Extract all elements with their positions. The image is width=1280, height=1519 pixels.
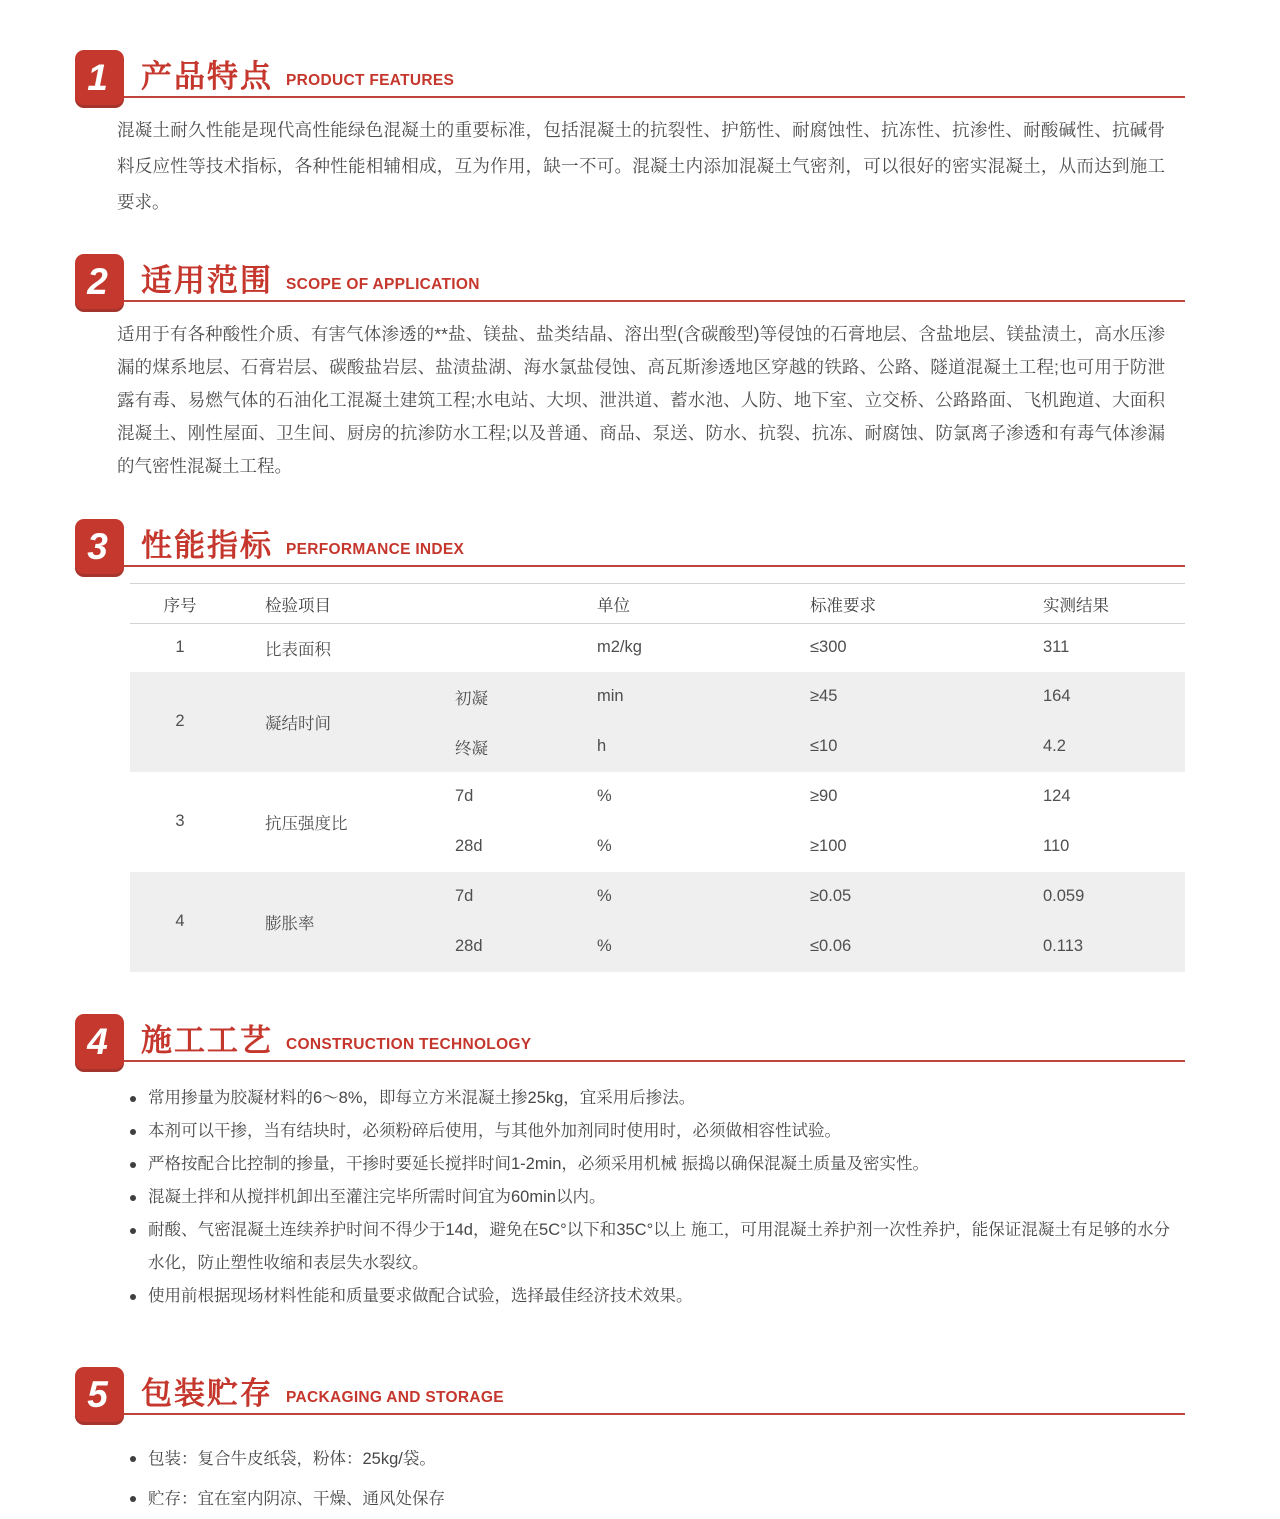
table-cell-item: 凝结时间 [230,672,440,772]
section-4-number-badge [75,1014,124,1069]
table-cell-result: 0.059 [1030,872,1185,922]
table-cell-standard: ≥0.05 [790,872,1030,922]
table-cell-standard: ≥45 [790,672,1030,722]
table-cell-result: 164 [1030,672,1185,722]
section-2-title-en: SCOPE OF APPLICATION [286,276,480,293]
section-product-features [75,48,1185,220]
table-cell-result: 311 [1043,638,1070,657]
table-cell-no: 4 [130,872,230,972]
section-construction-technology [75,1012,1185,1313]
bullet-icon [130,1096,136,1102]
table-cell-result: 4.2 [1030,722,1185,772]
section-3-number: 3 [87,526,108,567]
section-2-header [75,252,1185,302]
list-item [130,1148,1170,1181]
table-cell-result: 0.113 [1030,922,1185,972]
section-5-number-badge [75,1367,124,1422]
construction-bullet-list [75,1082,1185,1313]
list-item [130,1214,1170,1280]
list-item [130,1479,1170,1519]
table-cell-item: 膨胀率 [230,872,440,972]
table-cell-sub: 初凝 [440,672,580,722]
list-item [130,1115,1170,1148]
bullet-text: 混凝土拌和从搅拌机卸出至灌注完毕所需时间宜为60min以内。 [148,1187,606,1206]
section-1-title-zh: 产品特点 [141,59,273,94]
section-5-title-zh: 包装贮存 [141,1375,273,1411]
table-cell-unit: h [580,722,790,772]
packaging-bullet-list [75,1439,1185,1519]
section-4-header [75,1012,1185,1062]
bullet-text: 耐酸、气密混凝土连续养护时间不得少于14d，避免在5C°以下和35C°以上 施工，可用混凝土养护剂一次性养护，能保证混凝土有足够的水分水化，防止塑性收缩和表层失水裂纹。 [148,1220,1170,1272]
header-no: 序号 [130,584,230,624]
bullet-text: 包装：复合牛皮纸袋，粉体：25kg/袋。 [148,1449,436,1468]
table-cell-sub: 28d [455,837,483,855]
table-cell-sub: 终凝 [440,722,580,772]
section-2-paragraph: 适用于有各种酸性介质、有害气体渗透的**盐、镁盐、盐类结晶、溶出型(含碳酸型)等侵蚀的石膏地层、含盐地层、镁盐渍土，高水压渗漏的煤系地层、石膏岩层、碳酸盐岩层、盐渍盐湖、海水氯盐侵蚀、高瓦斯渗透地区穿越的铁路、公路、隧道混凝土工程;也可用于防泄露有毒、易燃气体的石油化工混凝土建筑工程;水电站、大坝、泄洪道、蓄水池、人防、地下室、立交桥、公路路面、飞机跑道、大面积混凝土、刚性屋面、卫生间、厨房的抗渗防水工程;以及普通、商品、泵送、防水、抗裂、抗冻、耐腐蚀、防氯离子渗透和有毒气体渗漏的气密性混凝土工程。 [117,324,1165,476]
section-2-number-badge [75,254,124,309]
bullet-text: 贮存：宜在室内阴凉、干燥、通风处保存 [148,1489,445,1508]
table-cell-unit: m2/kg [597,638,642,657]
header-result: 实测结果 [1030,584,1185,624]
section-2-number: 2 [87,261,108,302]
section-1-number-badge [75,50,124,105]
section-packaging-storage [75,1365,1185,1519]
table-cell-sub: 28d [440,922,580,972]
table-cell-standard: ≤300 [810,638,847,657]
performance-index-table [130,583,1185,972]
table-cell-sub [440,624,580,672]
table-cell-standard: ≥100 [810,837,847,855]
header-unit: 单位 [580,584,790,624]
table-cell-sub: 7d [440,872,580,922]
list-item [130,1280,1170,1313]
section-3-title-en: PERFORMANCE INDEX [286,541,465,558]
table-cell-no: 2 [130,672,230,772]
table-cell-result: 110 [1043,837,1070,855]
table-cell-unit: % [580,922,790,972]
table-cell-standard: ≥90 [810,787,838,805]
bullet-text: 常用掺量为胶凝材料的6～8%，即每立方米混凝土掺25kg，宜采用后掺法。 [148,1088,696,1107]
bullet-icon [130,1456,136,1462]
bullet-icon [130,1195,136,1201]
table-cell-unit: % [597,787,612,805]
table-header-row [130,584,1185,624]
table-row [130,872,1185,922]
table-cell-unit: min [580,672,790,722]
bullet-text: 严格按配合比控制的掺量，干掺时要延长搅拌时间1-2min，必须采用机械 振捣以确保混凝土质量及密实性。 [148,1154,930,1173]
bullet-text: 本剂可以干掺，当有结块时，必须粉碎后使用，与其他外加剂同时使用时，必须做相容性试验。 [148,1121,841,1140]
table-cell-no: 1 [175,638,185,657]
section-4-title-en: CONSTRUCTION TECHNOLOGY [286,1035,532,1053]
section-1-paragraph: 混凝土耐久性能是现代高性能绿色混凝土的重要标准，包括混凝土的抗裂性、护筋性、耐腐蚀性、抗冻性、抗渗性、耐酸碱性、抗碱骨料反应性等技术指标，各种性能相辅相成，互为作用，缺一不可。混凝土内添加混凝土气密剂，可以很好的密实混凝土，从而达到施工要求。 [117,120,1165,212]
table-cell-sub: 7d [455,787,474,805]
section-5-header [75,1365,1185,1415]
table-cell-item: 抗压强度比 [265,814,348,833]
table-cell-unit: % [580,872,790,922]
bullet-icon [130,1496,136,1502]
section-1-title-en: PRODUCT FEATURES [286,72,455,89]
list-item [130,1082,1170,1115]
bullet-icon [130,1228,136,1234]
section-3-number-badge [75,519,124,574]
section-2-title-zh: 适用范围 [141,263,273,298]
bullet-icon [130,1162,136,1168]
section-3-header [75,517,1185,567]
section-scope-of-application [75,252,1185,483]
section-1-header [75,48,1185,98]
table-cell-standard: ≤0.06 [790,922,1030,972]
bullet-icon [130,1294,136,1300]
section-4-title-zh: 施工工艺 [141,1022,273,1058]
bullet-text: 使用前根据现场材料性能和质量要求做配合试验，选择最佳经济技术效果。 [148,1286,693,1305]
section-1-number: 1 [87,57,108,98]
table-cell-result: 124 [1043,787,1071,805]
list-item [130,1181,1170,1214]
table-row [130,672,1185,722]
datasheet-page [75,0,1185,1519]
bullet-icon [130,1129,136,1135]
table-cell-no: 3 [175,812,185,830]
section-3-title-zh: 性能指标 [141,528,273,563]
list-item [130,1439,1170,1479]
table-row [130,624,1185,672]
table-row [130,772,1185,822]
section-performance-index [75,517,1185,972]
table-cell-standard: ≤10 [790,722,1030,772]
header-item: 检验项目 [230,584,580,624]
section-4-number: 4 [87,1020,108,1062]
table-cell-unit: % [597,837,612,855]
section-5-title-en: PACKAGING AND STORAGE [286,1388,504,1406]
section-5-number: 5 [87,1373,108,1415]
header-standard: 标准要求 [790,584,1030,624]
table-cell-item: 比表面积 [265,640,331,659]
